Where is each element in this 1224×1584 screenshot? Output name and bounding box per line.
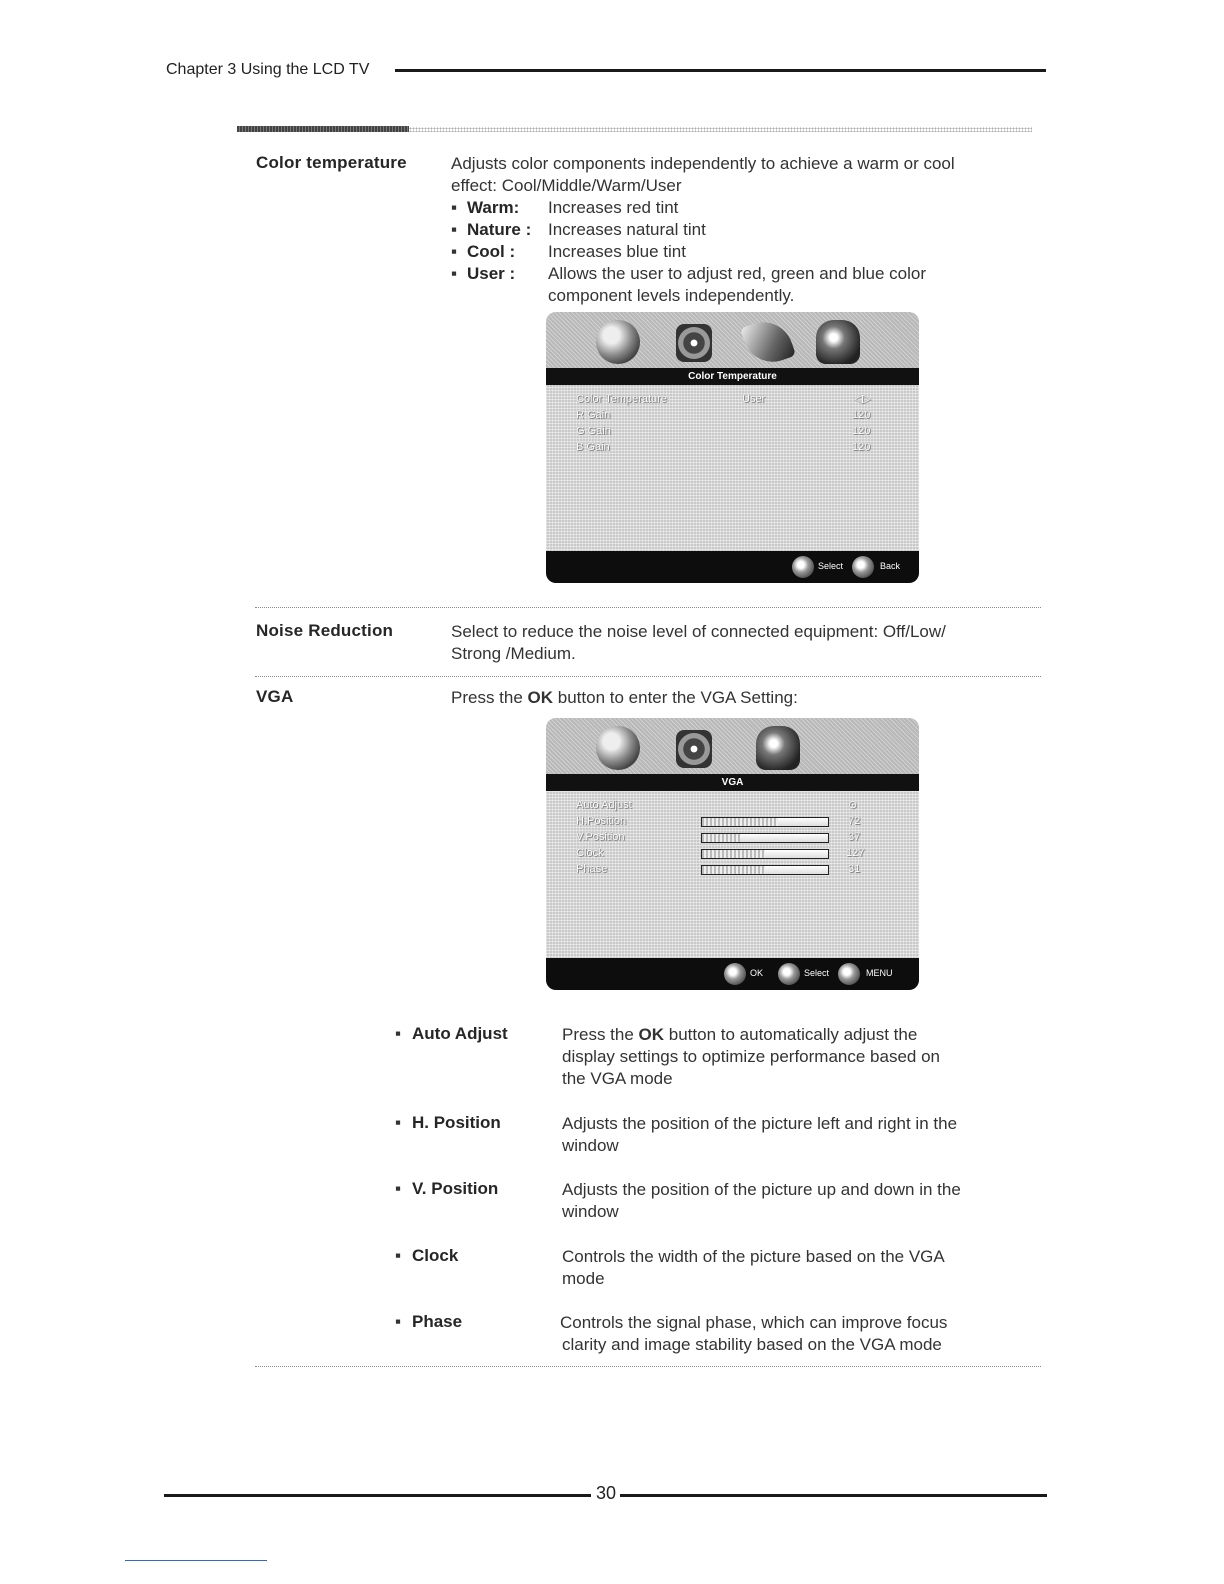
osd-row-r-gain[interactable]: R Gain [576, 409, 611, 421]
item-auto-adjust-desc-2: display settings to optimize performance based on [562, 1047, 940, 1066]
chapter-header: Chapter 3 Using the LCD TV [166, 61, 370, 78]
clock-slider[interactable] [701, 849, 829, 859]
settings-icon [740, 314, 796, 370]
menu-button-icon [838, 963, 860, 985]
select-label: Select [804, 968, 830, 978]
section-bar-dotted [409, 127, 1032, 132]
bullet-icon: ▪ [395, 1113, 402, 1132]
osd-row-h-position[interactable]: H.Position [576, 815, 627, 827]
back-button-icon [852, 556, 874, 578]
noise-reduction-desc-1: Select to reduce the noise level of connected equipment: Off/Low/ [451, 622, 946, 641]
chevron-right-icon: ◁▷ [854, 393, 871, 405]
osd-footer [546, 958, 919, 990]
item-h-position-desc-1: Adjusts the position of the picture left and right in the [562, 1114, 958, 1133]
item-clock-term: Clock [412, 1246, 459, 1265]
select-label: Select [818, 561, 844, 571]
vga-desc: Press the OK button to enter the VGA Setting: [451, 688, 798, 707]
section-bar-dark [237, 126, 409, 132]
divider [255, 607, 1041, 608]
slider-fill [702, 818, 778, 826]
bullet-icon: ▪ [395, 1246, 402, 1265]
color-temperature-desc-2: effect: Cool/Middle/Warm/User [451, 176, 682, 195]
select-button-icon [792, 556, 814, 578]
item-auto-adjust-desc-1: Press the OK button to automatically adjust the [562, 1025, 918, 1044]
footer-rule-left [164, 1494, 591, 1497]
footer-rule-right [620, 1494, 1047, 1497]
slider-fill [702, 866, 765, 874]
vga-term: VGA [256, 687, 294, 706]
item-clock-desc-2: mode [562, 1269, 605, 1288]
osd-row-b-gain[interactable]: B Gain [576, 441, 610, 453]
osd-footer [546, 551, 919, 583]
ok-button-icon [724, 963, 746, 985]
osd-title: Color Temperature [546, 368, 919, 385]
item-phase-term: Phase [412, 1312, 463, 1331]
osd-row-clock[interactable]: Clock [576, 847, 604, 859]
picture-icon [596, 726, 640, 770]
input-icon [816, 320, 860, 364]
item-h-position-desc-2: window [562, 1136, 619, 1155]
noise-reduction-term: Noise Reduction [256, 621, 394, 640]
divider [255, 676, 1041, 677]
osd-vga [546, 718, 919, 990]
ok-label: OK [750, 968, 764, 978]
osd-row-phase[interactable]: Phase [576, 863, 608, 875]
item-v-position-desc-2: window [562, 1202, 619, 1221]
item-v-position-desc-1: Adjusts the position of the picture up and down in the [562, 1180, 961, 1199]
h-position-slider[interactable] [701, 817, 829, 827]
osd-title: VGA [546, 774, 919, 791]
color-temperature-desc-1: Adjusts color components independently to achieve a warm or cool [451, 154, 955, 173]
osd-value-v-position: 37 [848, 831, 861, 843]
osd-value-color-temperature: User [742, 393, 766, 405]
bullet-icon: ▪ [395, 1179, 402, 1198]
noise-reduction-desc-2: Strong /Medium. [451, 644, 576, 663]
item-clock-desc-1: Controls the width of the picture based on the VGA [562, 1247, 945, 1266]
header-rule [395, 69, 1046, 72]
bullet-icon: ▪ [395, 1024, 402, 1043]
osd-value-r-gain: 120 [852, 409, 871, 421]
divider [255, 1366, 1041, 1367]
item-h-position-term: H. Position [412, 1113, 501, 1132]
select-button-icon [778, 963, 800, 985]
osd-value-g-gain: 120 [852, 425, 871, 437]
osd-row-color-temperature[interactable]: Color Temperature [576, 393, 667, 405]
osd-row-g-gain[interactable]: G Gain [576, 425, 611, 437]
bottom-line [125, 1560, 267, 1561]
bullet-icon: ▪ [395, 1312, 402, 1331]
osd-color-temperature [546, 312, 919, 583]
input-icon [756, 726, 800, 770]
slider-fill [702, 850, 765, 858]
osd-value-h-position: 72 [848, 815, 861, 827]
page-number: 30 [595, 1483, 617, 1503]
speaker-icon [676, 324, 712, 362]
osd-value-clock: 127 [846, 847, 865, 859]
osd-value-b-gain: 120 [852, 441, 871, 453]
osd-row-auto-adjust[interactable]: Auto Adjust [576, 799, 632, 811]
item-auto-adjust-desc-3: the VGA mode [562, 1069, 673, 1088]
item-auto-adjust-term: Auto Adjust [412, 1024, 508, 1043]
item-phase-desc-1: Controls the signal phase, which can improve focus [560, 1313, 948, 1332]
menu-label: MENU [866, 968, 893, 978]
phase-slider[interactable] [701, 865, 829, 875]
osd-row-v-position[interactable]: V.Position [576, 831, 625, 843]
osd-value-phase: 31 [848, 863, 861, 875]
v-position-slider[interactable] [701, 833, 829, 843]
slider-fill [702, 834, 740, 842]
picture-icon [596, 320, 640, 364]
speaker-icon [676, 730, 712, 768]
back-label: Back [880, 561, 901, 571]
item-phase-desc-2: clarity and image stability based on the VGA mode [562, 1335, 942, 1354]
item-v-position-term: V. Position [412, 1179, 499, 1198]
enter-icon: ⊙ [848, 799, 858, 811]
color-temperature-term: Color temperature [256, 153, 407, 172]
